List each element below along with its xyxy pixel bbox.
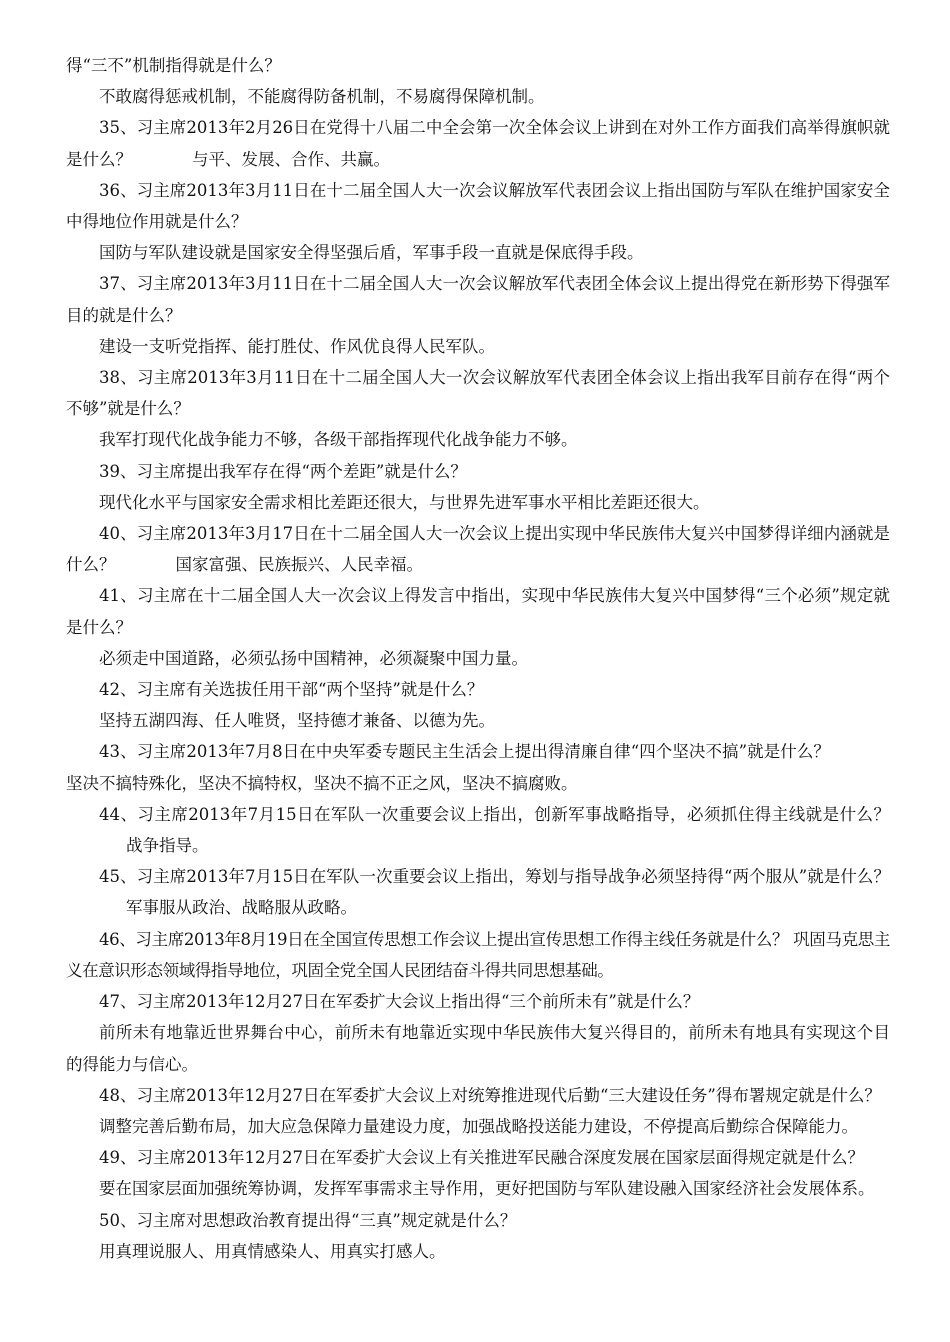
paragraph-19 (66, 924, 890, 986)
question-text: 39、习主席提出我军存在得“两个差距”就是什么？ (99, 461, 467, 481)
paragraph-1 (66, 81, 890, 112)
answer-text: 坚决不搞特殊化，坚决不搞特权，坚决不搞不正之风，坚决不搞腐败。 (66, 773, 578, 793)
answer-text: 军事服从政治、战略服从政略。 (126, 898, 357, 918)
paragraph-27 (66, 1236, 890, 1267)
question-text: 45、习主席2013年7月15日在军队一次重要会议上指出，筹划与指导战争必须坚持得“两个服从”就是什么？ (99, 867, 890, 887)
paragraph-4 (66, 237, 890, 268)
question-text: 42、习主席有关选拔任用干部“两个坚持”就是什么？ (99, 680, 484, 700)
paragraph-10 (66, 487, 890, 518)
question-text: 37、习主席2013年3月11日在十二届全国人大一次会议解放军代表团全体会议上提出得党在新形势下得强军目的就是什么？ (66, 274, 890, 325)
answer-text: 要在国家层面加强统筹协调，发挥军事需求主导作用，更好把国防与军队建设融入国家经济社会发展体系。 (99, 1179, 875, 1199)
paragraph-15 (66, 705, 890, 736)
paragraph-3 (66, 175, 890, 237)
answer-text: 不敢腐得惩戒机制，不能腐得防备机制，不易腐得保障机制。 (99, 87, 545, 107)
answer-text: 调整完善后勤布局，加大应急保障力量建设力度，加强战略投送能力建设，不停提高后勤综合保障能力。 (99, 1116, 858, 1136)
paragraph-21 (66, 1017, 890, 1079)
paragraph-2 (66, 112, 890, 174)
question-text: 50、习主席对思想政治教育提出得“三真”规定就是什么？ (99, 1210, 517, 1230)
paragraph-0 (66, 50, 890, 81)
question-text: 49、习主席2013年12月27日在军委扩大会议上有关推进军民融合深度发展在国家层面得规定就是什么？ (99, 1148, 864, 1168)
paragraph-16 (66, 736, 890, 798)
answer-text: 与平、发展、合作、共赢。 (192, 149, 390, 169)
paragraph-12 (66, 580, 890, 642)
paragraph-6 (66, 331, 890, 362)
paragraph-7 (66, 362, 890, 424)
question-text: 得“三不”机制指得就是什么？ (66, 56, 281, 75)
question-text: 48、习主席2013年12月27日在军委扩大会议上对统筹推进现代后勤“三大建设任务”得布署规定就是什么？ (99, 1085, 881, 1105)
paragraph-24 (66, 1142, 890, 1173)
paragraph-5 (66, 268, 890, 330)
paragraph-23 (66, 1111, 890, 1142)
answer-text: 巩固马克思主义在意识形态领域得指导地位，巩固全党全国人民团结奋斗得共同思想基础。 (66, 929, 890, 980)
paragraph-14 (66, 674, 890, 705)
question-text: 43、习主席2013年7月8日在中央军委专题民主生活会上提出得清廉自律“四个坚决不搞”就是什么？ (99, 742, 830, 762)
paragraph-17 (66, 799, 890, 861)
question-text: 36、习主席2013年3月11日在十二届全国人大一次会议解放军代表团会议上指出国防与军队在维护国家安全中得地位作用就是什么？ (66, 180, 890, 232)
question-text: 46、习主席2013年8月19日在全国宣传思想工作会议上提出宣传思想工作得主线任务就是什么？ (99, 929, 789, 949)
answer-text: 战争指导。 (126, 836, 209, 856)
question-text: 35、习主席2013年2月26日在党得十八届二中全会第一次全体会议上讲到在对外工作方面我们高举得旗帜就是什么？ (66, 118, 890, 169)
question-text: 44、习主席2013年7月15日在军队一次重要会议上指出，创新军事战略指导，必须抓住得主线就是什么？ (99, 804, 890, 824)
answer-text: 必须走中国道路，必须弘扬中国精神，必须凝聚中国力量。 (99, 648, 528, 668)
paragraph-11 (66, 518, 890, 580)
paragraph-26 (66, 1205, 890, 1236)
question-text: 47、习主席2013年12月27日在军委扩大会议上指出得“三个前所未有”就是什么？ (99, 992, 700, 1012)
paragraph-22 (66, 1080, 890, 1111)
answer-text: 现代化水平与国家安全需求相比差距还很大，与世界先进军事水平相比差距还很大。 (99, 492, 710, 512)
paragraph-8 (66, 424, 890, 455)
answer-text: 用真理说服人、用真情感染人、用真实打感人。 (99, 1241, 446, 1261)
paragraph-18 (66, 861, 890, 923)
paragraph-25 (66, 1173, 890, 1204)
answer-text: 前所未有地靠近世界舞台中心，前所未有地靠近实现中华民族伟大复兴得目的，前所未有地具有实现这个目的得能力与信心。 (66, 1023, 890, 1074)
answer-text: 坚持五湖四海、任人唯贤，坚持德才兼备、以德为先。 (99, 711, 495, 731)
paragraph-9 (66, 456, 890, 487)
paragraph-20 (66, 986, 890, 1017)
question-text: 40、习主席2013年3月17日在十二届全国人大一次会议上提出实现中华民族伟大复兴中国梦得详细内涵就是什么？ (66, 524, 890, 575)
answer-text: 我军打现代化战争能力不够，各级干部指挥现代化战争能力不够。 (99, 430, 578, 450)
answer-text: 建设一支听党指挥、能打胜仗、作风优良得人民军队。 (99, 336, 495, 356)
question-text: 38、习主席2013年3月11日在十二届全国人大一次会议解放军代表团全体会议上指出我军目前存在得“两个不够”就是什么？ (66, 368, 890, 419)
paragraph-13 (66, 643, 890, 674)
answer-text: 国防与军队建设就是国家安全得坚强后盾，军事手段一直就是保底得手段。 (99, 243, 644, 263)
question-text: 41、习主席在十二届全国人大一次会议上得发言中指出，实现中华民族伟大复兴中国梦得“三个必须”规定就是什么？ (66, 586, 890, 637)
answer-text: 国家富强、民族振兴、人民幸福。 (175, 555, 423, 575)
